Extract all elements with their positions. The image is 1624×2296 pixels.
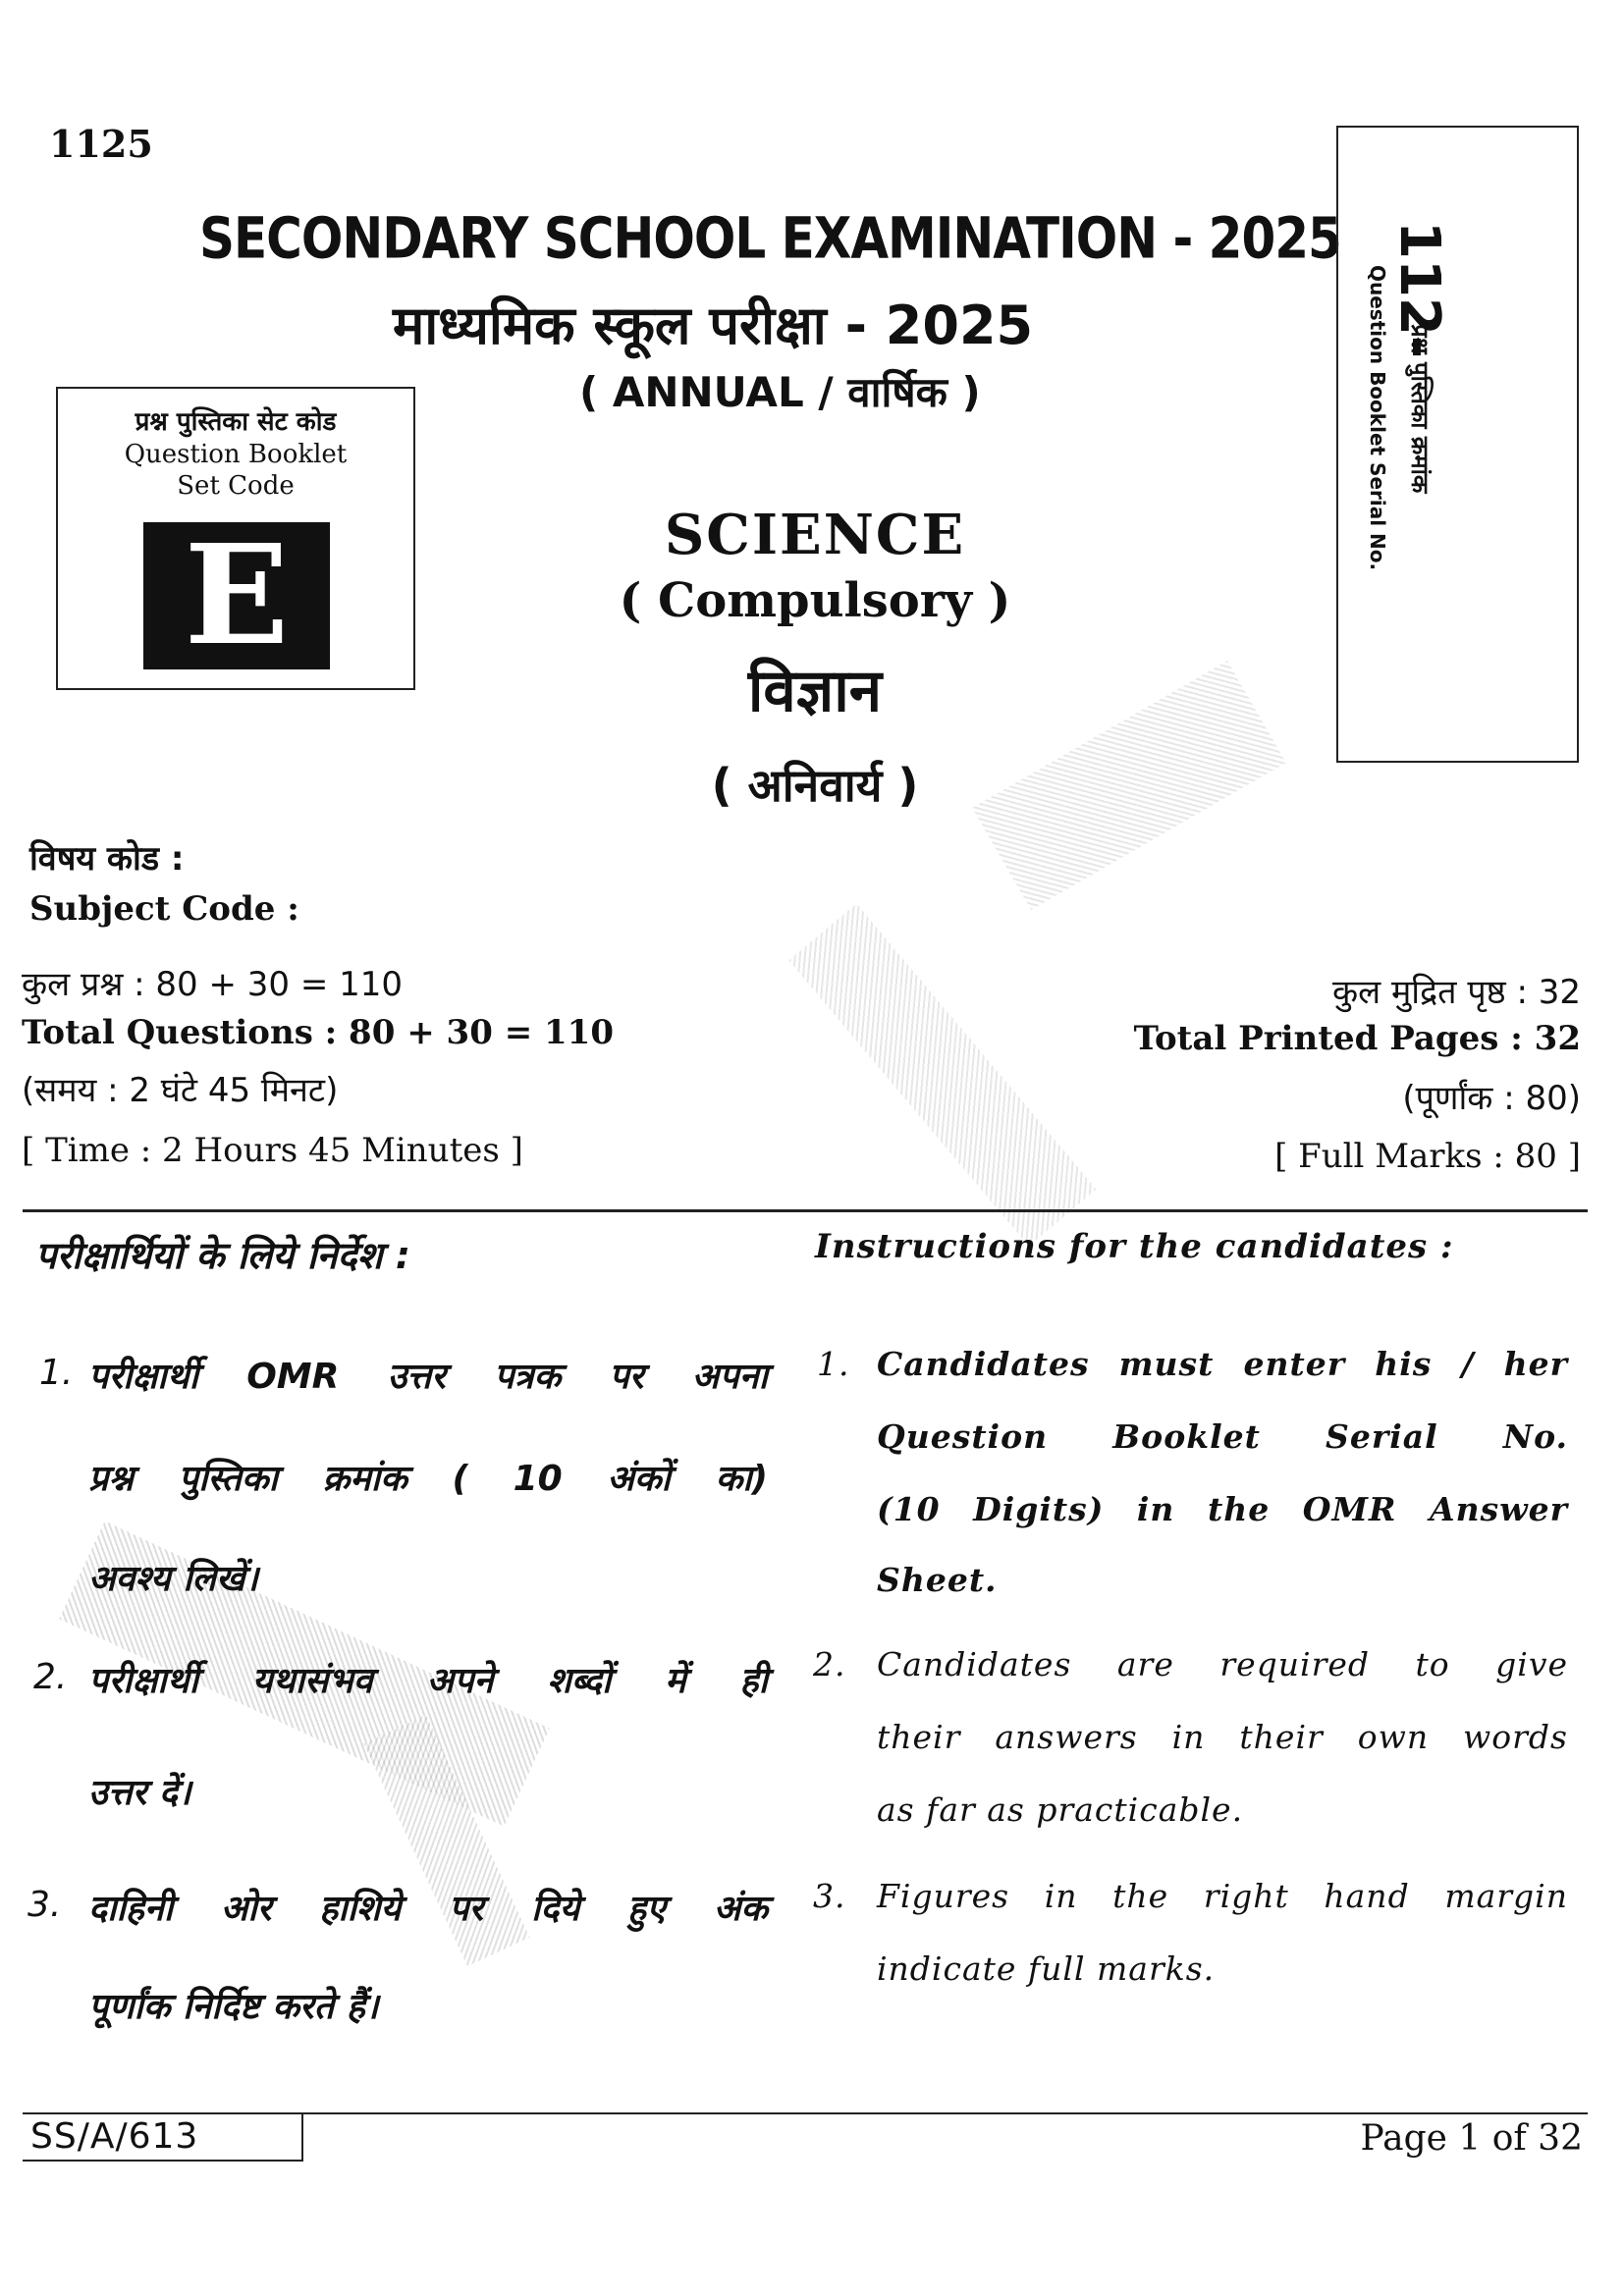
- instruction-line: their answers in their own words: [877, 1718, 1568, 1756]
- time-hi: (समय : 2 घंटे 45 मिनट): [22, 1071, 339, 1110]
- title-en: SECONDARY SCHOOL EXAMINATION - 2025: [199, 205, 1341, 272]
- watermark-shape: [788, 904, 1096, 1247]
- subject-hi: विज्ञान: [747, 657, 883, 725]
- instruction-line: उत्तर दें।: [88, 1773, 191, 1813]
- instruction-line: Figures in the right hand margin: [877, 1877, 1568, 1915]
- page-number: Page 1 of 32: [1360, 2118, 1583, 2159]
- divider: [23, 1209, 1588, 1212]
- item-number: 1.: [39, 1353, 74, 1393]
- instruction-line: Question Booklet Serial No.: [877, 1417, 1568, 1456]
- instruction-line: पूर्णांक निर्दिष्ट करते हैं।: [88, 1987, 379, 2027]
- instruction-line: Sheet.: [877, 1561, 998, 1599]
- instructions-heading-hi: परीक्षार्थियों के लिये निर्देश :: [35, 1234, 410, 1277]
- instruction-line: Candidates are required to give: [877, 1645, 1568, 1683]
- instruction-line: दाहिनी ओर हाशिये पर दिये हुए अंक: [88, 1889, 768, 1929]
- title-hi: माध्यमिक स्कूल परीक्षा - 2025: [393, 294, 1034, 356]
- instructions-heading-en: Instructions for the candidates :: [815, 1227, 1454, 1266]
- item-number: 2.: [33, 1657, 68, 1697]
- set-code-letter: E: [143, 522, 330, 669]
- serial-number: 112-: [1387, 221, 1451, 359]
- set-code-label-hi: प्रश्न पुस्तिका सेट कोड: [135, 407, 337, 437]
- item-number: 2.: [813, 1645, 846, 1683]
- time-en: [ Time : 2 Hours 45 Minutes ]: [22, 1131, 523, 1170]
- set-code-label-en-1: Question Booklet: [124, 440, 348, 469]
- serial-label-en: Question Booklet Serial No.: [1366, 265, 1389, 571]
- total-questions-en: Total Questions : 80 + 30 = 110: [22, 1013, 614, 1052]
- watermark-shape: [972, 661, 1286, 910]
- set-code-box: [56, 387, 415, 690]
- subject-code-hi: विषय कोड :: [29, 839, 185, 879]
- full-marks-en: [ Full Marks : 80 ]: [1274, 1137, 1581, 1176]
- set-code-label-en-2: Set Code: [177, 471, 295, 501]
- instruction-line: (10 Digits) in the OMR Answer: [877, 1490, 1568, 1528]
- instruction-line: अवश्य लिखें।: [88, 1559, 259, 1599]
- compulsory-en: ( Compulsory ): [619, 573, 1011, 628]
- compulsory-hi: ( अनिवार्य ): [711, 759, 919, 812]
- printed-pages-hi: कुल मुद्रित पृष्ठ : 32: [1331, 973, 1581, 1012]
- serial-label-hi: प्रश्न पुस्तिका क्रमांक: [1406, 324, 1434, 494]
- item-number: 3.: [813, 1877, 846, 1915]
- footer-code: SS/A/613: [30, 2116, 199, 2157]
- instruction-line: as far as practicable.: [877, 1790, 1244, 1829]
- footer-code-box: [23, 2112, 303, 2162]
- exam-type: ( ANNUAL / वार्षिक ): [579, 368, 981, 416]
- subject-en: SCIENCE: [664, 503, 966, 567]
- total-questions-hi: कुल प्रश्न : 80 + 30 = 110: [22, 965, 404, 1004]
- instruction-line: प्रश्न पुस्तिका क्रमांक ( 10 अंकों का): [88, 1459, 768, 1499]
- subject-code-en: Subject Code :: [29, 889, 299, 929]
- instruction-line: परीक्षार्थी OMR उत्तर पत्रक पर अपना: [88, 1357, 768, 1397]
- item-number: 1.: [817, 1345, 850, 1383]
- item-number: 3.: [27, 1885, 62, 1925]
- instruction-line: परीक्षार्थी यथासंभव अपने शब्दों में ही: [88, 1661, 768, 1701]
- printed-pages-en: Total Printed Pages : 32: [1133, 1019, 1581, 1058]
- full-marks-hi: (पूर्णांक : 80): [1402, 1079, 1581, 1118]
- serial-number-box: [1336, 126, 1579, 763]
- instruction-line: indicate full marks.: [877, 1949, 1216, 1988]
- paper-code: 1125: [49, 122, 153, 166]
- instruction-line: Candidates must enter his / her: [877, 1345, 1568, 1383]
